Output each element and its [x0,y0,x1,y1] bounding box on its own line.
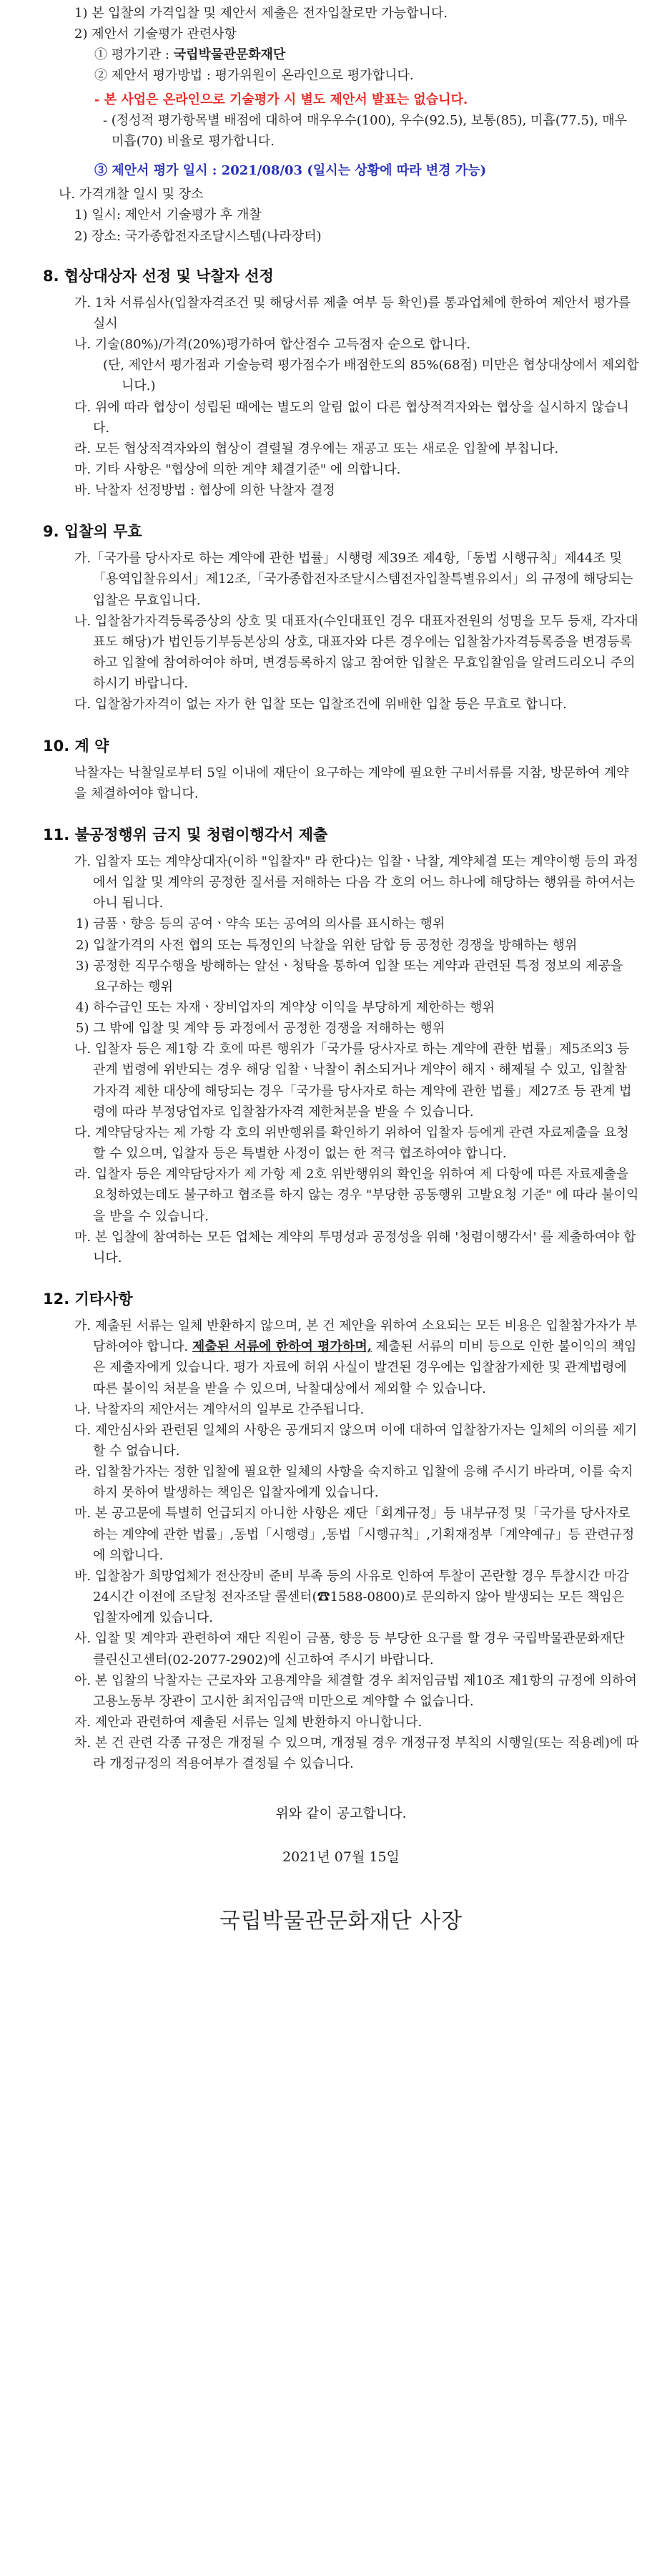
s7-criteria: - (정성적 평가항목별 배점에 대하여 매우우수(100), 우수(92.5), 보통(85), 미흡(77.5), 매우미흡(70) 비율로 평가합니다. [103,112,628,149]
s12-sa: 사. 입찰 및 계약과 관련하여 재단 직원이 금품, 향응 등 부당한 요구를 할 경우 국립박물관문화재단 클린신고센터(02-2077-2902)에 신고하여 주시기 바랍니다. [74,1631,625,1667]
s12-ga-pre: 가. 제출된 서류는 일체 반환하지 않으며, 본 건 제안을 위하여 소요되는 모든 비용은 입찰참가자가 부담하여야 합니다. [74,1318,638,1355]
s9-da: 다. 입찰참가자격이 없는 자가 한 입찰 또는 입찰조건에 위배한 입찰 등은 무효로 합니다. [74,697,567,712]
s12-ra: 라. 입찰참가자는 정한 입찰에 필요한 일체의 사항을 숙지하고 입찰에 응해 주시기 바라며, 이를 숙지하지 못하여 발생하는 책임은 입찰자에게 있습니다. [74,1464,633,1501]
s8-ba: 바. 낙찰자 선정방법 : 협상에 의한 낙찰자 결정 [74,483,335,499]
s11-g2: 2) 입찰가격의 사전 협의 또는 특정인의 낙찰을 위한 담합 등 공정한 경쟁을 방해하는 행위 [76,937,578,953]
s12-na: 나. 낙찰자의 제안서는 계약서의 일부로 간주됩니다. [74,1401,365,1417]
s7-na-head: 나. 가격개찰 일시 및 장소 [59,187,204,202]
s7-item1-num: ① [94,47,107,63]
section-9-title: 9. 입찰의 무효 [43,523,142,541]
s12-ba: 바. 입찰참가 희망업체가 전산장비 준비 부족 등의 사유로 인하여 투찰이 곤란할 경우 투찰시간 마감 24시간 이전에 조달청 전자조달 콜센터(☎1588-0800)로 문의하지 않아 발생되는 모든 책임은 입찰자에게 있습니다. [74,1568,629,1626]
s11-ra: 라. 입찰자 등은 계약담당자가 제 가항 제 2호 위반행위의 확인을 위하여 제 다항에 따른 자료제출을 요청하였는데도 불구하고 협조를 하지 않는 경우 "부당한 공동행위 고발요청 기준" 에 따라 불이익을 받을 수 있습니다. [74,1167,639,1224]
s8-ra: 라. 모든 협상적격자와의 협상이 결렬될 경우에는 재공고 또는 새로운 입찰에 부칩니다. [74,441,559,456]
s7-item1 [43,44,639,65]
s7-eval-date-label: 제안서 평가 일시 : 2021/08/03 [112,163,303,179]
s12-ja: 자. 제안과 관련하여 제출된 서류는 일체 반환하지 아니합니다. [74,1715,423,1730]
s8-ga: 가. 1차 서류심사(입찰자격조건 및 해당서류 제출 여부 등 확인)를 통과업체에 한하여 제안서 평가를 실시 [74,295,631,331]
s7-item2: ② 제안서 평가방법 : 평가위원이 온라인으로 평가합니다. [94,68,414,84]
s11-ga: 가. 입찰자 또는 계약상대자(이하 "입찰자" 라 한다)는 입찰ㆍ낙찰, 계약체결 또는 계약이행 등의 과정에서 입찰 및 계약의 공정한 질서를 저해하는 다음 각 호의 어느 하나에 해당하는 행위를 하여서는 아니 됩니다. [74,853,638,911]
section-10-title: 10. 계 약 [43,737,109,755]
section-12-title: 12. 기타사항 [43,1291,133,1308]
s12-cha: 차. 본 건 관련 각종 규정은 개정될 수 있으며, 개정될 경우 개정규정 부칙의 시행일(또는 적용례)에 따라 개정규정의 적용여부가 결정될 수 있습니다. [74,1735,639,1772]
s7-item1-label: 평가기관 : [111,47,174,63]
s7-notice: - 본 사업은 온라인으로 기술평가 시 별도 제안서 발표는 없습니다. [94,92,468,107]
section-11-title: 11. 불공정행위 금지 및 청렴이행각서 제출 [43,826,328,843]
s7-na2: 2) 장소: 국가종합전자조달시스템(나라장터) [74,228,322,244]
s12-ga-post: 제출된 서류의 미비 등으로 인한 불이익의 책임은 제출자에게 있습니다. 평가 자료에 허위 사실이 발견된 경우에는 입찰참가제한 및 관계법령에 따른 불이익 처분을 받을 수 있으며, 낙찰대상에서 제외할 수 있습니다. [93,1339,637,1396]
s11-g4: 4) 하수급인 또는 자재ㆍ장비업자의 계약상 이익을 부당하게 제한하는 행위 [76,1000,495,1015]
s7-line1: 1) 본 입찰의 가격입찰 및 제안서 제출은 전자입찰로만 가능합니다. [74,6,448,21]
s8-na-note: (단, 제안서 평가점과 기술능력 평가점수가 배점한도의 85%(68점) 미만은 협상대상에서 제외합니다.) [103,358,639,394]
s8-ma: 마. 기타 사항은 "협상에 의한 계약 체결기준" 에 의합니다. [74,461,401,477]
section-8-title: 8. 협상대상자 선정 및 낙찰자 선정 [43,267,274,285]
closing-org: 국립박물관문화재단 사장 [219,1909,463,1934]
s7-eval-date-note: (일시는 상황에 따라 변경 가능) [307,163,487,179]
closing-notice: 위와 같이 공고합니다. [275,1806,407,1822]
s7-na1: 1) 일시: 제안서 기술평가 후 개찰 [74,207,262,223]
s7-line2: 2) 제안서 기술평가 관련사항 [74,26,237,42]
closing-date: 2021년 07월 15일 [282,1849,400,1866]
s12-ga [43,1316,639,1399]
s12-a: 아. 본 입찰의 낙찰자는 근로자와 고용계약을 체결할 경우 최저임금법 제10조 제1항의 규정에 의하여 고용노동부 장관이 고시한 최저임금액 미만으로 계약할 수 없습니다. [74,1673,637,1709]
s9-ga: 가.「국가를 당사자로 하는 계약에 관한 법률」시행령 제39조 제4항,「동법 시행규칙」제44조 및「용역입찰유의서」제12조,「국가종합전자조달시스템전자입찰특별유의서」의 규정에 해당되는 입찰은 무효입니다. [74,551,633,608]
s11-g1: 1) 금품ㆍ향응 등의 공여ㆍ약속 또는 공여의 의사를 표시하는 행위 [76,916,445,932]
s11-da: 다. 계약담당자는 제 가항 각 호의 위반행위를 확인하기 위하여 입찰자 등에게 관련 자료제출을 요청할 수 있으며, 입찰자 등은 특별한 사정이 없는 한 적극 협조하여야 합니다. [74,1125,629,1162]
s11-na: 나. 입찰자 등은 제1항 각 호에 따른 행위가「국가를 당사자로 하는 계약에 관한 법률」제5조의3 등 관계 법령에 위반되는 경우 해당 입찰ㆍ낙찰이 취소되거나 계약이 해지ㆍ해제될 수 있고, 입찰참가자격 제한 대상에 해당되는 경우「국가를 당사자로 하는 계약에 관한 법률」제27조 등 관계 법령에 따라 부정당업자로 입찰참가자격 제한처분을 받을 수 있습니다. [74,1042,632,1120]
s9-na: 나. 입찰참가자격등록증상의 상호 및 대표자(수인대표인 경우 대표자전원의 성명을 모두 등재, 각자대표도 해당)가 법인등기부등본상의 상호, 대표자와 다른 경우에는 입찰참가자격등록증을 변경등록하고 입찰에 참여하여야 하며, 변경등록하지 않고 참여한 입찰은 무효입찰임을 알려드리오니 주의하시기 바랍니다. [74,613,638,692]
s7-eval-date-num: ③ [94,163,107,179]
s12-da: 다. 제안심사와 관련된 일체의 사항은 공개되지 않으며 이에 대하여 입찰참가자는 일체의 이의를 제기할 수 없습니다. [74,1422,638,1459]
s11-g3: 3) 공정한 직무수행을 방해하는 알선ㆍ청탁을 통하여 입찰 또는 계약과 관련된 특정 정보의 제공을 요구하는 행위 [76,958,623,994]
s8-da: 다. 위에 따라 협상이 성립된 때에는 별도의 알림 없이 다른 협상적격자와는 협상을 실시하지 않습니다. [74,399,629,436]
s8-na: 나. 기술(80%)/가격(20%)평가하여 합산점수 고득점자 순으로 합니다. [74,337,471,353]
s7-item1-value: 국립박물관문화재단 [173,47,286,63]
s12-ga-underline: 제출된 서류에 한하여 평가하며, [192,1339,372,1355]
s11-g5: 5) 그 밖에 입찰 및 계약 등 과정에서 공정한 경쟁을 저해하는 행위 [76,1021,445,1037]
s12-ma: 마. 본 공고문에 특별히 언급되지 아니한 사항은 재단「회계규정」등 내부규정 및「국가를 당사자로 하는 계약에 관한 법률」,동법「시행령」,동법「시행규칙」,기획재정부「계약예규」등 관련규정에 의합니다. [74,1506,635,1563]
s11-ma: 마. 본 입찰에 참여하는 모든 업체는 계약의 투명성과 공정성을 위해 '청렴이행각서' 를 제출하여야 합니다. [74,1229,636,1265]
s10-body: 낙찰자는 낙찰일로부터 5일 이내에 재단이 요구하는 계약에 필요한 구비서류를 지참, 방문하여 계약을 체결하여야 합니다. [74,765,629,801]
s7-eval-date [43,160,639,181]
announcement-page [0,3,672,2576]
